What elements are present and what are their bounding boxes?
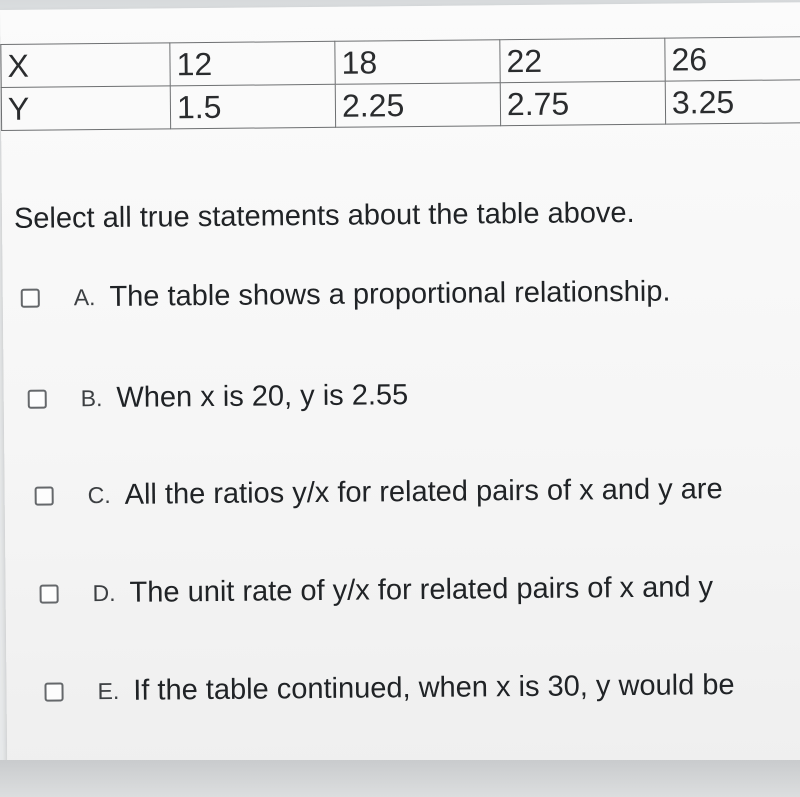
option-letter: B.: [80, 385, 103, 412]
table-cell: 2.25: [335, 83, 500, 128]
table-cell: 18: [335, 40, 500, 85]
option-text: If the table continued, when x is 30, y would be: [133, 668, 735, 707]
table-cell: 22: [500, 38, 665, 83]
table-cell: 3.25: [665, 80, 800, 125]
checkbox-e[interactable]: [44, 682, 63, 701]
question-prompt: Select all true statements about the table above.: [13, 196, 635, 235]
option-text: The table shows a proportional relationship.: [109, 275, 671, 313]
option-letter: A.: [73, 284, 96, 311]
checkbox-b[interactable]: [28, 390, 47, 409]
option-b[interactable]: [28, 379, 409, 416]
checkbox-a[interactable]: [21, 289, 40, 308]
option-text: The unit rate of y/x for related pairs of x and y: [129, 571, 714, 609]
checkbox-d[interactable]: [40, 584, 59, 603]
option-e[interactable]: [44, 669, 734, 709]
checkbox-c[interactable]: [35, 487, 54, 506]
option-a[interactable]: [21, 276, 671, 315]
table-cell: 26: [665, 37, 800, 82]
option-text: When x is 20, y is 2.55: [116, 379, 409, 414]
option-letter: D.: [92, 579, 116, 607]
option-text: All the ratios y/x for related pairs of x and y are: [124, 473, 723, 511]
option-c[interactable]: [35, 473, 723, 513]
background-bottom: [0, 760, 800, 797]
question-sheet: [0, 2, 800, 772]
option-letter: C.: [87, 481, 111, 509]
data-table: [0, 36, 800, 131]
table-cell: 2.75: [500, 81, 665, 126]
table-row-y: [1, 80, 800, 131]
table-row-x: [1, 37, 800, 88]
row-header-x: X: [1, 43, 170, 88]
table-cell: 12: [170, 41, 335, 86]
row-header-y: Y: [1, 86, 170, 131]
option-letter: E.: [97, 677, 120, 705]
table-cell: 1.5: [170, 84, 335, 129]
option-d[interactable]: [39, 571, 713, 610]
